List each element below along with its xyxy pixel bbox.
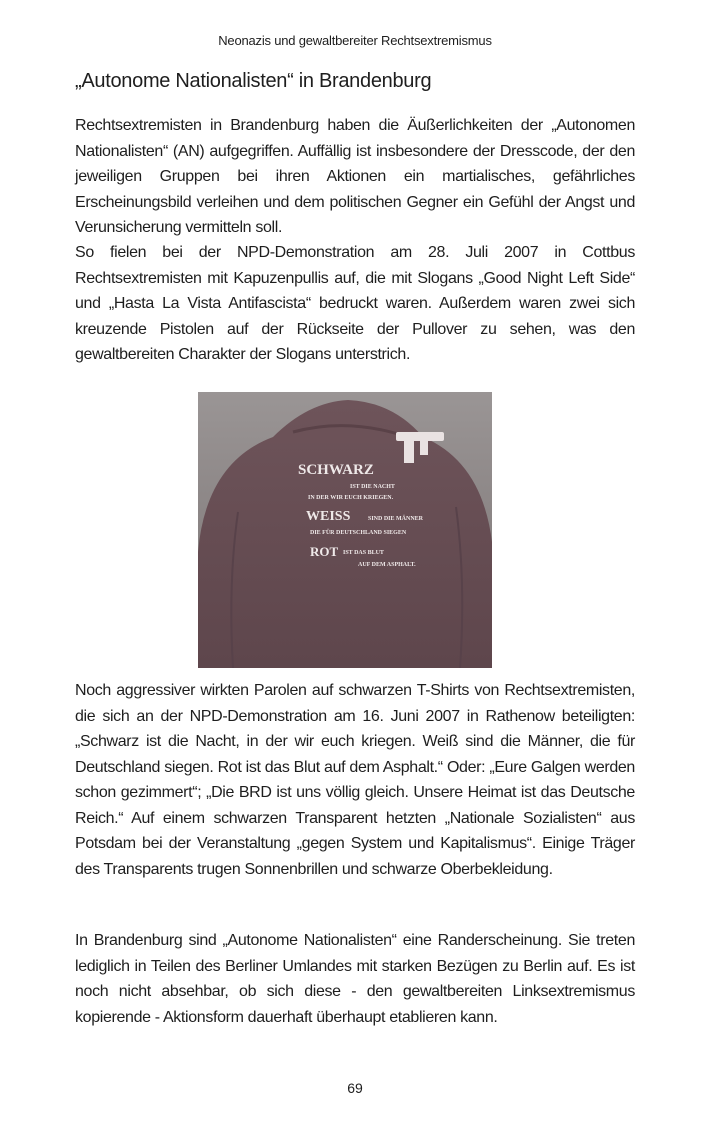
paragraph-rathenow: Noch aggressiver wirkten Parolen auf schwarzen T-Shirts von Rechtsextremisten, die sich an der NPD-Demonstration am 16. Juni 2007 in Rathenow beteiligten: „Schwarz ist die Nacht, in der wir euch kriegen. Weiß sind die Männer, die für Deutschland siegen. Rot ist das Blut auf dem Asphalt.“ Oder: „Eure Galgen werden schon gezimmert“; „Die BRD ist uns völlig gleich. Unsere Heimat ist das Deutsche Reich.“ Auf einem schwarzen Transparent hetzten „Nationale Sozialisten“ aus Potsdam bei der Veranstaltung „gegen System und Kapitalismus“. Einige Träger des Transparents trugen Sonnenbrillen und schwarze Oberbekleidung. [75, 682, 635, 878]
print-line-kriegen: IN DER WIR EUCH KRIEGEN. [308, 495, 394, 501]
print-line-blut: IST DAS BLUT [343, 550, 384, 556]
print-schwarz: SCHWARZ [298, 462, 374, 478]
hoodie-photo [198, 392, 492, 668]
print-rot: ROT [310, 544, 339, 559]
print-line-siegen: DIE FÜR DEUTSCHLAND SIEGEN [310, 530, 407, 536]
print-line-nacht: IST DIE NACHT [350, 484, 395, 490]
section-title: „Autonome Nationalisten“ in Brandenburg [75, 70, 432, 92]
paragraph-cottbus: So fielen bei der NPD-Demonstration am 28. Juli 2007 in Cottbus Rechtsextremisten mit Kapuzenpullis auf, die mit Slogans „Good Night Left Side“ und „Hasta La Vista Antifascista“ bedruckt waren. Außerdem waren zwei sich kreuzende Pistolen auf der Rückseite der Pullover zu sehen, was den gewaltbereiten Charakter der Slogans unterstrich. [75, 244, 635, 363]
page-number: 69 [347, 1080, 363, 1096]
print-weiss: WEISS [306, 509, 351, 524]
paragraph-conclusion: In Brandenburg sind „Autonome Nationalisten“ eine Randerscheinung. Sie treten lediglich in Teilen des Berliner Umlandes mit starken Bezügen zu Berlin auf. Es ist noch nicht absehbar, ob sich diese - den gewaltbereiten Linksextremismus kopierende - Aktionsform dauerhaft überhaupt etablieren kann. [75, 932, 635, 1026]
running-header: Neonazis und gewaltbereiter Rechtsextremismus [218, 33, 492, 48]
print-line-maenner: SIND DIE MÄNNER [368, 516, 424, 522]
paragraph-intro: Rechtsextremisten in Brandenburg haben die Äußerlichkeiten der „Autonomen Nationalisten“ (AN) aufgegriffen. Auffällig ist insbesondere der Dresscode, der den jeweiligen Gruppen bei ihren Aktionen ein martialisches, gefährliches Erscheinungsbild verleihen und dem politischen Gegner ein Gefühl der Angst und Verunsicherung vermitteln soll. [75, 117, 635, 236]
print-line-asphalt: AUF DEM ASPHALT. [358, 562, 416, 568]
